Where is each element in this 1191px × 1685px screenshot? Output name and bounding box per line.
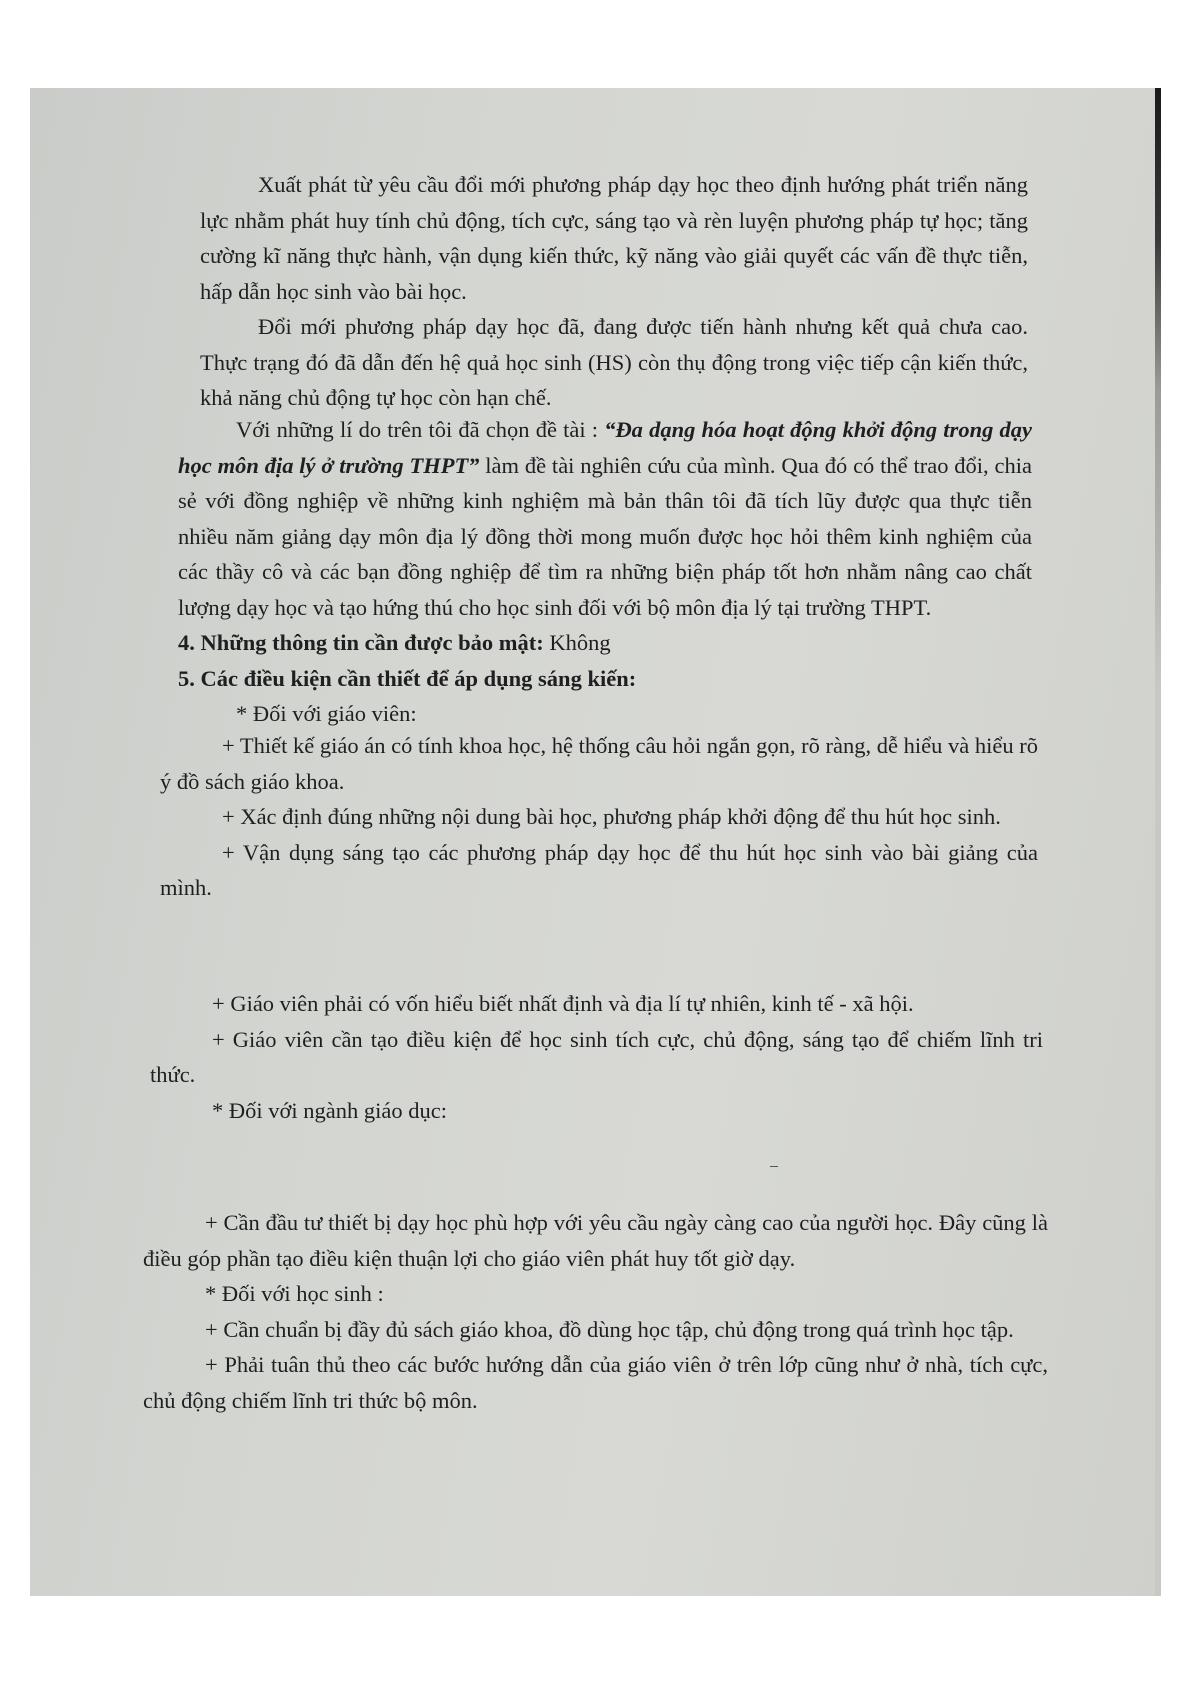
- text-block-teacher-2: [150, 986, 1043, 1128]
- paragraph-2: Đổi mới phương pháp dạy học đã, đang được tiến hành nhưng kết quả chưa cao. Thực trạng đó đã dẫn đến hệ quả học sinh (HS) còn thụ động trong việc tiếp cận kiến thức, khả năng chủ động tự học còn hạn chế.: [200, 314, 1028, 410]
- teacher-item-5: + Giáo viên cần tạo điều kiện để học sinh tích cực, chủ động, sáng tạo để chiếm lĩnh tri thức.: [150, 1026, 1043, 1087]
- text-block-intro: [200, 167, 1028, 416]
- topic-title: “Đa dạng hóa hoạt động khởi động trong dạy học môn địa lý ở trường THPT”: [178, 417, 1032, 478]
- teacher-heading: * Đối với giáo viên:: [236, 701, 417, 726]
- text-block-edu-student: [143, 1205, 1048, 1418]
- section-4: [178, 625, 1032, 661]
- paragraph-3-prefix: Với những lí do trên tôi đã chọn đề tài :: [236, 417, 605, 442]
- text-block-teacher-1: [160, 728, 1038, 906]
- paragraph-3: [178, 412, 1032, 625]
- paragraph-3-suffix: làm đề tài nghiên cứu của mình. Qua đó có thể trao đổi, chia sẻ với đồng nghiệp về những kinh nghiệm mà bản thân tôi đã tích lũy được qua thực tiễn nhiều năm giảng dạy môn địa lý đồng thời mong muốn được học hỏi thêm kinh nghiệm của các thầy cô và các bạn đồng nghiệp để tìm ra những biện pháp tốt hơn nhằm nâng cao chất lượng dạy học và tạo hứng thú cho học sinh đối với bộ môn địa lý tại trường THPT.: [178, 452, 1032, 620]
- teacher-item-3: + Vận dụng sáng tạo các phương pháp dạy học để thu hút học sinh vào bài giảng của mình.: [160, 839, 1038, 900]
- edu-item-1: + Cần đầu tư thiết bị dạy học phù hợp với yêu cầu ngày càng cao của người học. Đây cũng là điều góp phần tạo điều kiện thuận lợi cho giáo viên phát huy tốt giờ dạy.: [143, 1210, 1048, 1271]
- student-item-1: + Cần chuẩn bị đầy đủ sách giáo khoa, đồ dùng học tập, chủ động trong quá trình học tập.: [205, 1316, 1014, 1342]
- section-4-label: 4. Những thông tin cần được bảo mật:: [178, 630, 544, 655]
- teacher-item-4: + Giáo viên phải có vốn hiểu biết nhất định và địa lí tự nhiên, kinh tế - xã hội.: [212, 991, 914, 1016]
- student-heading: * Đối với học sinh :: [205, 1281, 384, 1306]
- section-4-value: Không: [543, 630, 611, 655]
- stray-mark: [770, 1166, 778, 1167]
- edu-heading: * Đối với ngành giáo dục:: [212, 1097, 447, 1123]
- section-5-heading: 5. Các điều kiện cần thiết để áp dụng sáng kiến:: [178, 665, 637, 691]
- page-shadow-edge: [1155, 88, 1161, 1596]
- teacher-item-1: + Thiết kế giáo án có tính khoa học, hệ thống câu hỏi ngắn gọn, rõ ràng, dễ hiểu và hiểu rõ ý đồ sách giáo khoa.: [160, 733, 1038, 794]
- paragraph-1: Xuất phát từ yêu cầu đổi mới phương pháp dạy học theo định hướng phát triển năng lực nhằm phát huy tính chủ động, tích cực, sáng tạo và rèn luyện phương pháp tự học; tăng cường kĩ năng thực hành, vận dụng kiến thức, kỹ năng vào giải quyết các vấn đề thực tiễn, hấp dẫn học sinh vào bài học.: [200, 172, 1028, 304]
- text-block-topic: [178, 412, 1032, 732]
- teacher-item-2: + Xác định đúng những nội dung bài học, phương pháp khởi động để thu hút học sinh.: [222, 804, 1001, 829]
- student-item-2: + Phải tuân thủ theo các bước hướng dẫn của giáo viên ở trên lớp cũng như ở nhà, tích cực, chủ động chiếm lĩnh tri thức bộ môn.: [143, 1352, 1048, 1413]
